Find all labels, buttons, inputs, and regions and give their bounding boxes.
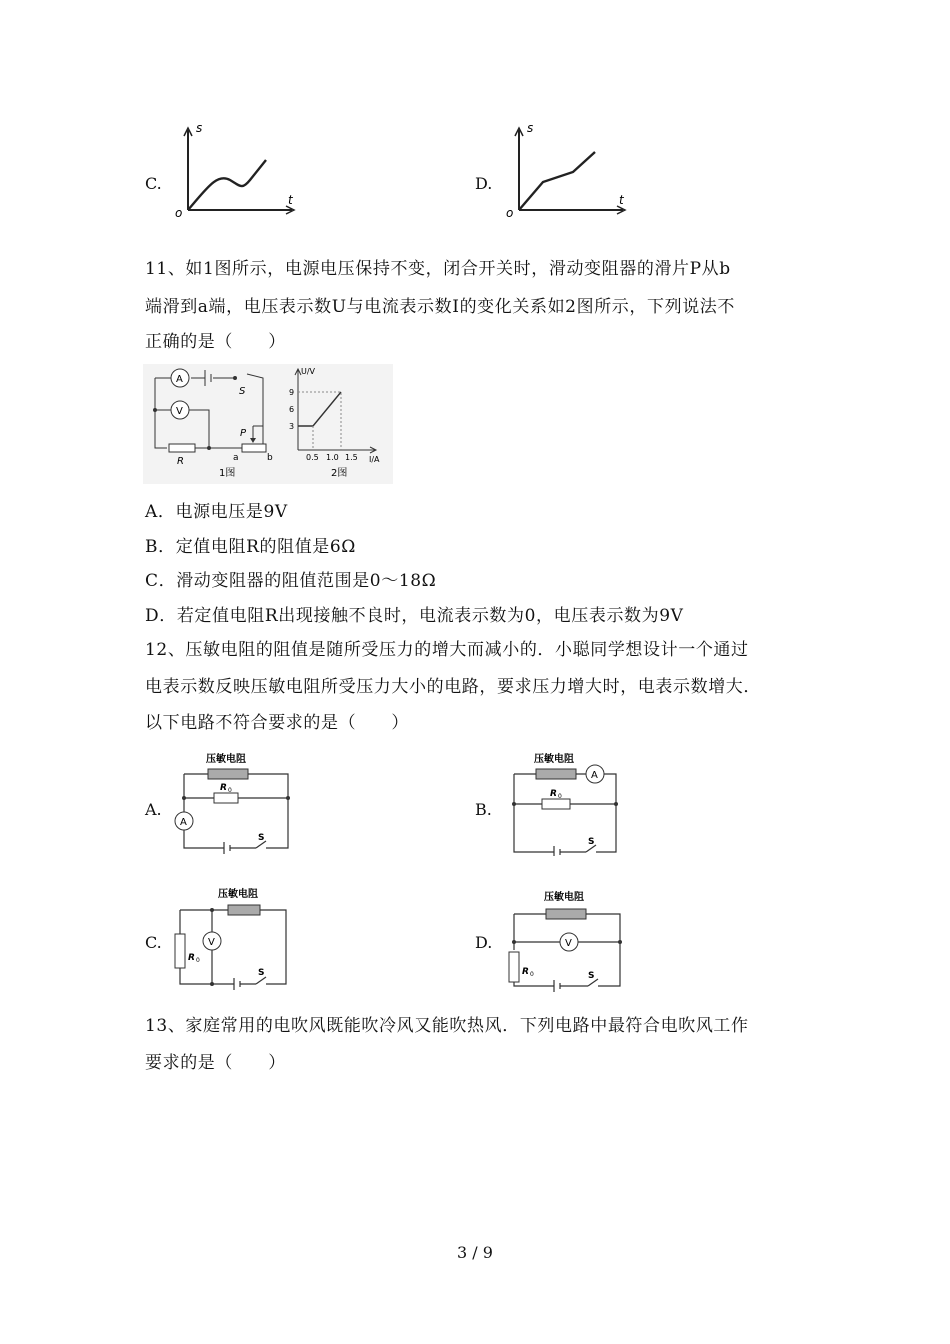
switch-label: S: [258, 833, 265, 843]
q11-option-a: A．电源电压是9V: [145, 502, 288, 522]
page-number: 3 / 9: [457, 1243, 493, 1262]
x-tick: 1.5: [345, 453, 358, 462]
origin-label: o: [506, 206, 514, 220]
caption-1: 1图: [219, 468, 236, 479]
q12-option-a-label: A.: [145, 800, 162, 819]
q12-circuit-d: [498, 880, 628, 992]
voltmeter-symbol: V: [176, 406, 183, 417]
r0-label: R: [220, 783, 227, 793]
resistor-label: R: [177, 456, 184, 467]
y-tick: 9: [289, 388, 295, 397]
axis-y-label: s: [527, 121, 534, 135]
switch-label: S: [258, 968, 265, 978]
q11-stem-line1: 11、如1图所示，电源电压保持不变，闭合开关时，滑动变阻器的滑片P从b: [145, 259, 731, 279]
q11-option-b: B．定值电阻R的阻值是6Ω: [145, 537, 357, 557]
pressure-resistor-label: 压敏电阻: [218, 889, 258, 900]
q12-option-c-label: C.: [145, 933, 162, 952]
end-b-label: b: [267, 453, 273, 463]
q10-option-d-label: D.: [475, 174, 493, 193]
ammeter-symbol: A: [176, 374, 183, 385]
r0-subscript: 0: [558, 793, 562, 800]
switch-label: S: [239, 386, 246, 397]
q12-circuit-a: [168, 748, 298, 856]
r0-label: R: [550, 789, 557, 799]
q12-stem-line1: 12、压敏电阻的阻值是随所受压力的增大而减小的．小聪同学想设计一个通过: [145, 640, 749, 660]
q10-graph-d: [503, 118, 633, 224]
switch-label: S: [588, 837, 595, 847]
q10-graph-c: [172, 118, 302, 224]
r0-label: R: [522, 967, 529, 977]
q11-option-c: C．滑动变阻器的阻值范围是0～18Ω: [145, 571, 437, 591]
q11-stem-line3: 正确的是（ ）: [145, 332, 286, 352]
graph-x-axis-label: I/A: [369, 455, 380, 464]
end-a-label: a: [233, 453, 239, 463]
pressure-resistor-label: 压敏电阻: [206, 754, 246, 765]
ammeter-symbol: A: [591, 770, 598, 781]
slider-label: P: [240, 428, 247, 439]
r0-label: R: [188, 953, 195, 963]
y-tick: 6: [289, 405, 295, 414]
q12-circuit-c: [168, 880, 298, 992]
origin-label: o: [175, 206, 183, 220]
q11-figure: [143, 364, 393, 484]
x-tick: 0.5: [306, 453, 319, 462]
r0-subscript: 0: [228, 787, 232, 794]
q11-option-d: D．若定值电阻R出现接触不良时，电流表示数为0，电压表示数为9V: [145, 606, 684, 626]
axis-y-label: s: [196, 121, 203, 135]
q11-stem-line2: 端滑到a端，电压表示数U与电流表示数I的变化关系如2图所示，下列说法不: [145, 297, 735, 317]
x-tick: 1.0: [326, 453, 339, 462]
axis-x-label: t: [619, 193, 624, 207]
r0-subscript: 0: [196, 957, 200, 964]
pressure-resistor-label: 压敏电阻: [544, 892, 584, 903]
q10-option-c-label: C.: [145, 174, 162, 193]
graph-y-axis-label: U/V: [301, 367, 316, 376]
q12-option-b-label: B.: [475, 800, 492, 819]
q13-stem-line1: 13、家庭常用的电吹风既能吹冷风又能吹热风．下列电路中最符合电吹风工作: [145, 1016, 749, 1036]
switch-label: S: [588, 971, 595, 981]
voltmeter-symbol: V: [208, 937, 215, 948]
ammeter-symbol: A: [180, 817, 187, 828]
axis-x-label: t: [288, 193, 293, 207]
caption-2: 2图: [331, 468, 348, 479]
r0-subscript: 0: [530, 971, 534, 978]
q12-circuit-b: [498, 748, 628, 856]
voltmeter-symbol: V: [565, 938, 572, 949]
q12-stem-line2: 电表示数反映压敏电阻所受压力大小的电路，要求压力增大时，电表示数增大．: [145, 677, 761, 697]
q12-stem-line3: 以下电路不符合要求的是（ ）: [145, 713, 409, 733]
y-tick: 3: [289, 422, 295, 431]
q12-option-d-label: D.: [475, 933, 493, 952]
pressure-resistor-label: 压敏电阻: [534, 754, 574, 765]
q13-stem-line2: 要求的是（ ）: [145, 1053, 286, 1073]
